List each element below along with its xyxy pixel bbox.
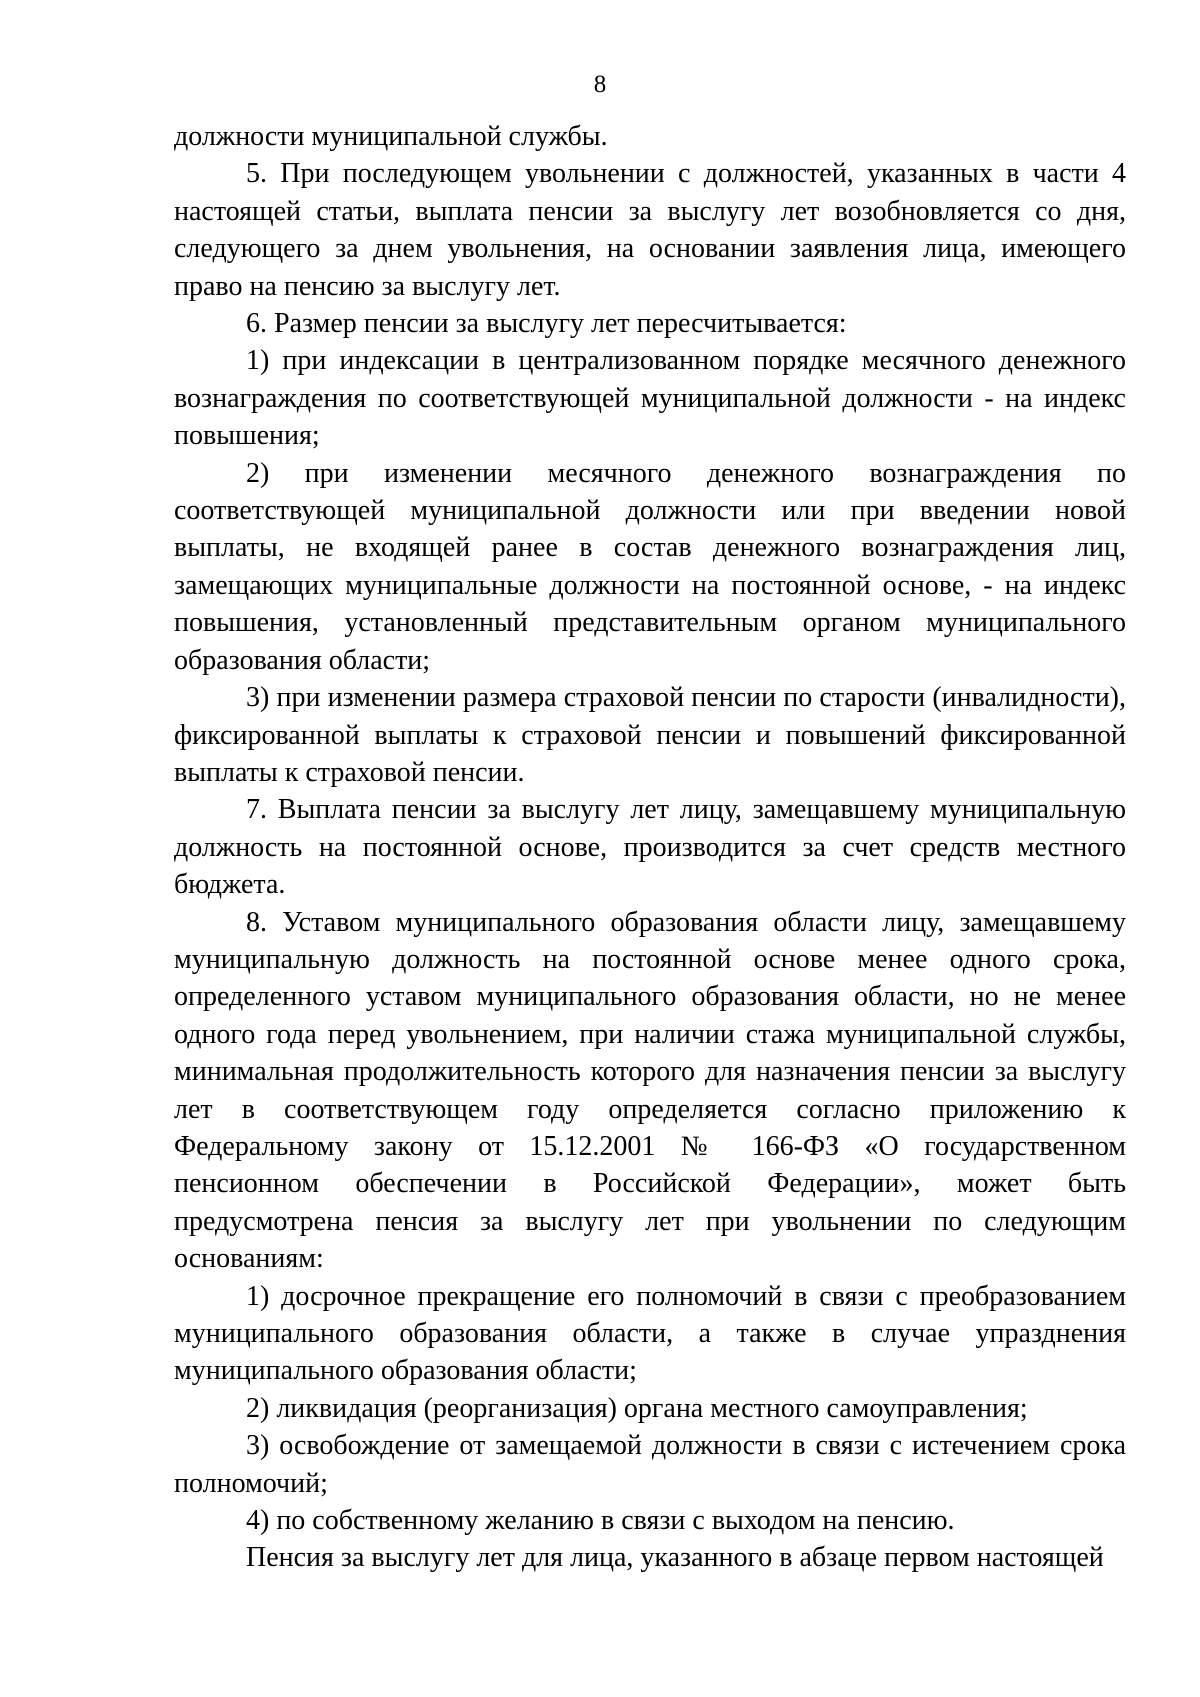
paragraph: 6. Размер пенсии за выслугу лет пересчитывается: (246, 308, 847, 340)
paragraph: 3) освобождение от замещаемой должности в связи с истечением срока полномочий; (174, 1430, 1126, 1499)
paragraph: 2) ликвидация (реорганизация) органа местного самоуправления; (246, 1392, 1028, 1424)
paragraph: 4) по собственному желанию в связи с выходом на пенсию. (246, 1505, 955, 1537)
paragraph: должности муниципальной службы. (174, 121, 608, 152)
paragraph: 8. Уставом муниципального образования области лицу, замещавшему муниципальную должность на постоянной основе менее одного срока, определенного уставом муниципального образования области, но не менее одного года перед увольнением, при наличии стажа муниципальной службы, минимальная продолжительность которого для назначения пенсии за выслугу лет в соответствующем году определяется согласно приложению к Федеральному закону от 15.12.2001 № 166-ФЗ «О государственном пенсионном обеспечении в Российской Федерации», может быть предусмотрена пенсия за выслугу лет при увольнении по следующим основаниям: (174, 906, 1126, 1275)
document-body (174, 118, 1126, 1577)
paragraph: 1) при индексации в централизованном порядке месячного денежного вознаграждения по соответствующей муниципальной должности - на индекс повышения; (174, 345, 1126, 452)
paragraph: 1) досрочное прекращение его полномочий в связи с преобразованием муниципального образования области, а также в случае упразднения муниципального образования области; (174, 1280, 1126, 1387)
page-number: 8 (593, 71, 607, 98)
paragraph: 2) при изменении месячного денежного вознаграждения по соответствующей муниципальной должности или при введении новой выплаты, не входящей ранее в состав денежного вознаграждения лиц, замещающих муниципальные должности на постоянной основе, - на индекс повышения, установленный представительным органом муниципального образования области; (174, 457, 1126, 676)
paragraph: Пенсия за выслугу лет для лица, указанного в абзаце первом настоящей (246, 1542, 1104, 1574)
paragraph: 7. Выплата пенсии за выслугу лет лицу, замещавшему муниципальную должность на постоянной основе, производится за счет средств местного бюджета. (174, 794, 1126, 901)
paragraph: 5. При последующем увольнении с должностей, указанных в части 4 настоящей статьи, выплата пенсии за выслугу лет возобновляется со дня, следующего за днем увольнения, на основании заявления лица, имеющего право на пенсию за выслугу лет. (174, 158, 1126, 302)
paragraph: 3) при изменении размера страховой пенсии по старости (инвалидности), фиксированной выплаты к страховой пенсии и повышений фиксированной выплаты к страховой пенсии. (174, 682, 1126, 788)
